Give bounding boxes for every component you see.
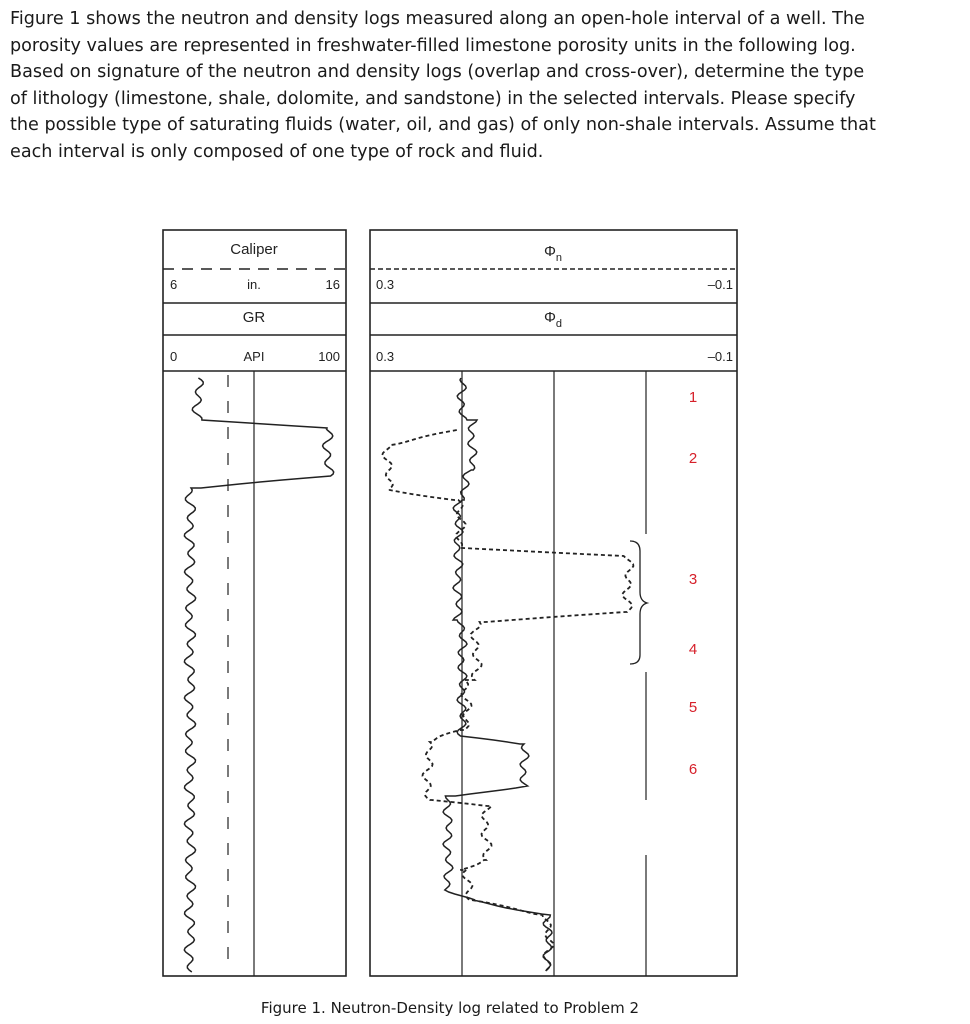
interval-bracket [630, 541, 647, 664]
phi-n-curve [382, 430, 633, 971]
phi-n-label: $\Phi_n$ [543, 243, 563, 264]
caliper-title: Caliper [230, 241, 278, 258]
figure-caption: Figure 1. Neutron-Density log related to Problem 2 [260, 999, 640, 1017]
caliper-scale-right: 16 [325, 277, 340, 292]
phi-d-scale-left: 0.3 [376, 349, 395, 364]
question-text: Figure 1 shows the neutron and density logs measured along an open-hole interval of a well. The porosity values are represented in freshwater-filled limestone porosity units in the following log. Based on signature of the neutron and density logs (overlap and cross-over), determine the type of lithology (limestone, shale, dolomite, and sandstone) in the selected intervals. Please specify the possible type of saturating fluids (water, oil, and gas) of only non-shale intervals. Assume that each interval is only composed of one type of rock and fluid. [10, 9, 876, 162]
interval-label-1: 1 [688, 389, 698, 406]
interval-label-3: 3 [688, 571, 698, 588]
interval-label-5: 5 [688, 699, 698, 716]
phi-d-curve [443, 378, 552, 971]
phi-d-scale-right: –0.1 [707, 349, 733, 364]
phi-n-scale-right: –0.1 [707, 277, 733, 292]
gr-title: GR [242, 309, 266, 326]
phi-n-scale-left: 0.3 [376, 277, 395, 292]
gr-scale-right: 100 [318, 349, 340, 364]
gr-scale-left: 0 [170, 349, 178, 364]
caliper-scale-left: 6 [170, 277, 178, 292]
gr-unit: API [243, 349, 265, 364]
phi-d-label: $\Phi_d$ [543, 309, 563, 330]
gr-curve [184, 378, 333, 972]
interval-label-6: 6 [688, 761, 698, 778]
interval-label-4: 4 [688, 641, 698, 658]
caliper-unit: in. [247, 277, 261, 292]
interval-label-2: 2 [688, 450, 698, 467]
